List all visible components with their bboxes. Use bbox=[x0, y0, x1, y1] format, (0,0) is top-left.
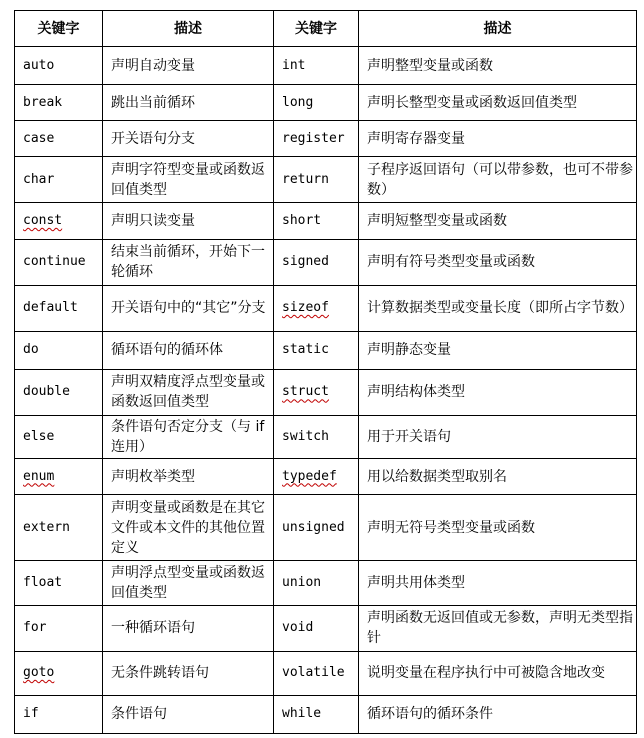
keyword-cell: volatile bbox=[274, 651, 359, 695]
keyword-cell: case bbox=[15, 121, 103, 157]
keyword-cell: int bbox=[274, 47, 359, 85]
description-cell: 条件语句 bbox=[103, 695, 274, 733]
keyword-cell: register bbox=[274, 121, 359, 157]
keyword-cell: signed bbox=[274, 239, 359, 285]
keyword-cell: while bbox=[274, 695, 359, 733]
description-cell: 用以给数据类型取别名 bbox=[359, 459, 637, 495]
description-cell: 用于开关语句 bbox=[359, 416, 637, 459]
keyword-cell: return bbox=[274, 157, 359, 203]
header-keyword: 关键字 bbox=[274, 11, 359, 47]
description-cell: 计算数据类型或变量长度（即所占字节数） bbox=[359, 285, 637, 331]
keyword-cell: static bbox=[274, 331, 359, 369]
table-row bbox=[15, 459, 637, 495]
table-row bbox=[15, 495, 637, 561]
keyword-cell: for bbox=[15, 605, 103, 651]
description-cell: 开关语句中的“其它”分支 bbox=[103, 285, 274, 331]
description-cell: 声明双精度浮点型变量或函数返回值类型 bbox=[103, 369, 274, 415]
description-cell: 无条件跳转语句 bbox=[103, 651, 274, 695]
table-row bbox=[15, 121, 637, 157]
table-row bbox=[15, 239, 637, 285]
description-cell: 结束当前循环，开始下一轮循环 bbox=[103, 239, 274, 285]
table-row bbox=[15, 605, 637, 651]
keyword-cell: extern bbox=[15, 495, 103, 561]
keyword-cell: union bbox=[274, 561, 359, 605]
keyword-cell: enum bbox=[23, 468, 55, 484]
header-description: 描述 bbox=[359, 11, 637, 47]
keyword-cell: unsigned bbox=[274, 495, 359, 561]
header-description: 描述 bbox=[103, 11, 274, 47]
description-cell: 声明短整型变量或函数 bbox=[359, 203, 637, 239]
table-row bbox=[15, 203, 637, 239]
description-cell: 声明浮点型变量或函数返回值类型 bbox=[103, 561, 274, 605]
description-cell: 子程序返回语句（可以带参数，也可不带参数） bbox=[359, 157, 637, 203]
description-cell: 声明只读变量 bbox=[103, 203, 274, 239]
description-cell: 声明变量或函数是在其它文件或本文件的其他位置定义 bbox=[103, 495, 274, 561]
keyword-cell: char bbox=[15, 157, 103, 203]
table-row bbox=[15, 561, 637, 605]
keyword-cell: struct bbox=[282, 384, 329, 400]
keyword-cell: float bbox=[15, 561, 103, 605]
header-keyword: 关键字 bbox=[15, 11, 103, 47]
keyword-cell: continue bbox=[15, 239, 103, 285]
description-cell: 声明长整型变量或函数返回值类型 bbox=[359, 85, 637, 121]
description-cell: 声明共用体类型 bbox=[359, 561, 637, 605]
keyword-cell: break bbox=[15, 85, 103, 121]
description-cell: 一种循环语句 bbox=[103, 605, 274, 651]
table-row bbox=[15, 416, 637, 459]
description-cell: 声明自动变量 bbox=[103, 47, 274, 85]
table-header-row bbox=[15, 11, 637, 47]
description-cell: 说明变量在程序执行中可被隐含地改变 bbox=[359, 651, 637, 695]
keyword-cell: if bbox=[15, 695, 103, 733]
keyword-cell: double bbox=[15, 369, 103, 415]
table-row bbox=[15, 157, 637, 203]
description-cell: 声明静态变量 bbox=[359, 331, 637, 369]
description-cell: 循环语句的循环条件 bbox=[359, 695, 637, 733]
description-cell: 声明结构体类型 bbox=[359, 369, 637, 415]
keyword-cell: default bbox=[15, 285, 103, 331]
keyword-cell: goto bbox=[23, 665, 55, 681]
description-cell: 声明无符号类型变量或函数 bbox=[359, 495, 637, 561]
keyword-cell: else bbox=[15, 416, 103, 459]
keyword-cell: typedef bbox=[282, 468, 337, 484]
description-cell: 声明寄存器变量 bbox=[359, 121, 637, 157]
table-row bbox=[15, 369, 637, 415]
keyword-cell: do bbox=[15, 331, 103, 369]
keyword-cell: auto bbox=[15, 47, 103, 85]
description-cell: 声明有符号类型变量或函数 bbox=[359, 239, 637, 285]
table-row bbox=[15, 695, 637, 733]
table-row bbox=[15, 85, 637, 121]
keyword-cell: switch bbox=[274, 416, 359, 459]
keyword-table bbox=[14, 10, 637, 734]
keyword-cell: long bbox=[274, 85, 359, 121]
table-row bbox=[15, 331, 637, 369]
keyword-cell: sizeof bbox=[282, 300, 329, 316]
description-cell: 跳出当前循环 bbox=[103, 85, 274, 121]
table-row bbox=[15, 285, 637, 331]
description-cell: 声明字符型变量或函数返回值类型 bbox=[103, 157, 274, 203]
description-cell: 声明整型变量或函数 bbox=[359, 47, 637, 85]
description-cell: 循环语句的循环体 bbox=[103, 331, 274, 369]
keyword-cell: void bbox=[274, 605, 359, 651]
description-cell: 声明枚举类型 bbox=[103, 459, 274, 495]
table-row bbox=[15, 47, 637, 85]
description-cell: 条件语句否定分支（与 if 连用） bbox=[103, 416, 274, 459]
description-cell: 开关语句分支 bbox=[103, 121, 274, 157]
description-cell: 声明函数无返回值或无参数，声明无类型指针 bbox=[359, 605, 637, 651]
table-row bbox=[15, 651, 637, 695]
keyword-cell: const bbox=[23, 212, 63, 228]
keyword-cell: short bbox=[274, 203, 359, 239]
